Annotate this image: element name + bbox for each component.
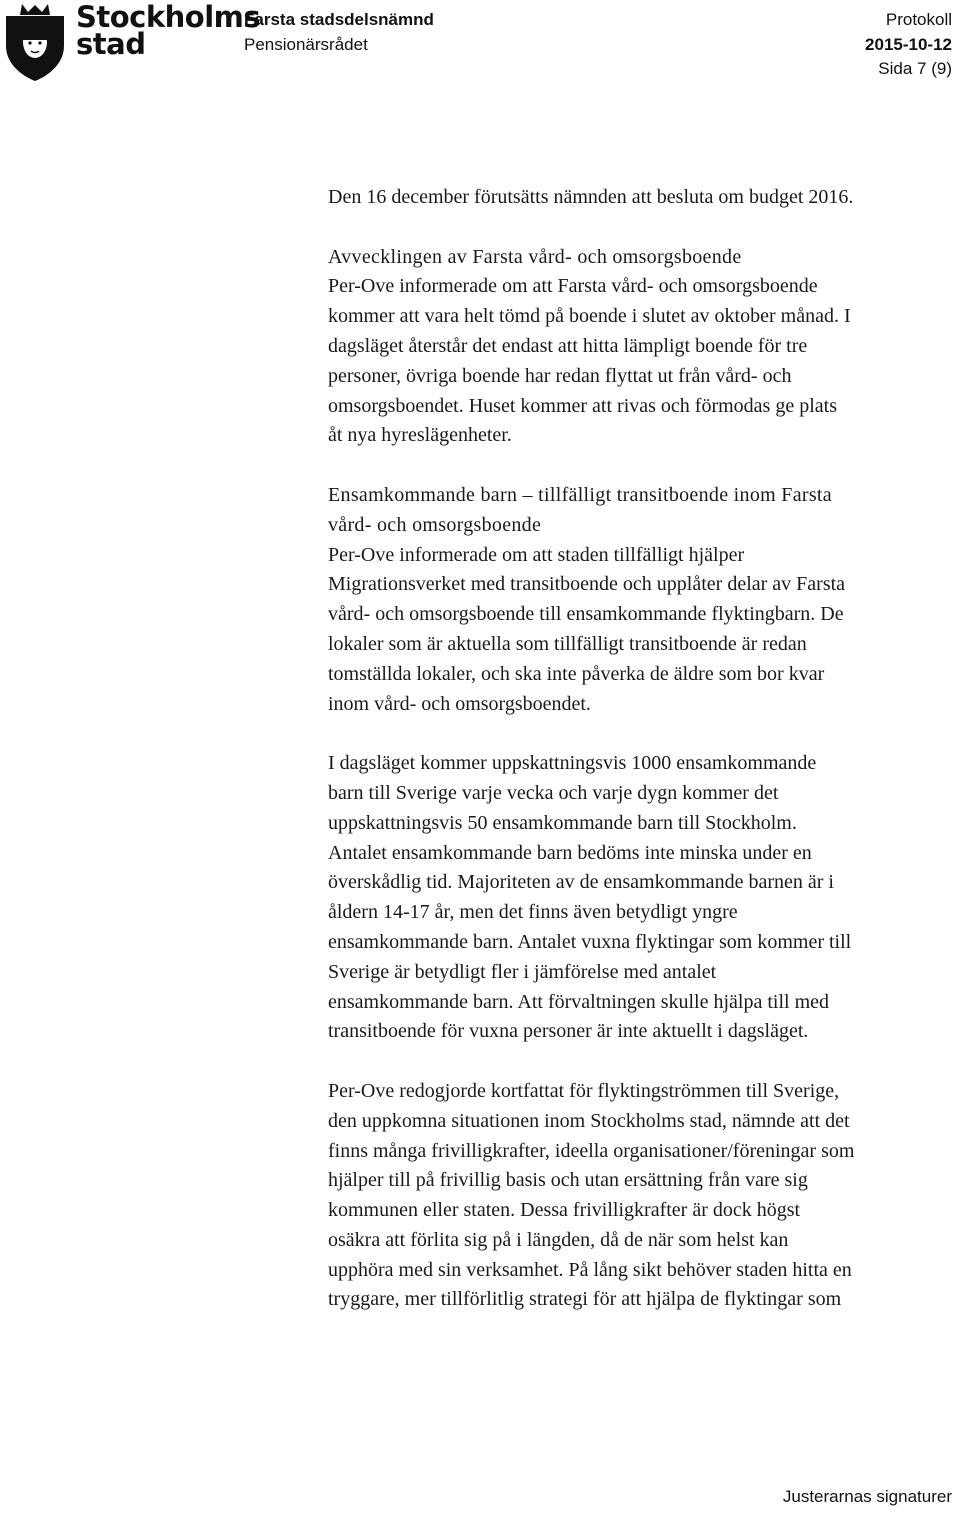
logo-line-1: Stockholms [76, 0, 261, 34]
text-line: tryggare, mer tillförlitlig strategi för att hjälpa de flyktingar som [328, 1288, 842, 1311]
st-erik-crest-icon [2, 2, 68, 82]
text-line: Sverige är betydligt fler i jämförelse med antalet [328, 960, 717, 983]
text-line: lokaler som är aktuella som tillfälligt transitboende är redan [328, 632, 807, 655]
section-heading: Ensamkommande barn – tillfälligt transitboende inom Farsta [328, 483, 832, 506]
logo-wordmark [76, 0, 261, 61]
stockholms-stad-logo [0, 0, 261, 84]
text-line: Antalet ensamkommande barn bedöms inte minska under en [328, 841, 812, 864]
text-line: tomställda lokaler, och ska inte påverka de äldre som bor kvar [328, 662, 825, 685]
text-line: den uppkomna situationen inom Stockholms stad, nämnde att det [328, 1109, 850, 1132]
paragraph-refugee-flow [328, 1077, 960, 1315]
text-line: osäkra att förlita sig på i längden, då de när som helst kan [328, 1228, 789, 1251]
text-line: dagsläget återstår det endast att hitta lämpligt boende för tre [328, 334, 808, 357]
council-name: Pensionärsrådet [244, 35, 368, 54]
section-heading: vård- och omsorgsboende [328, 513, 542, 536]
logo-line-2: stad [76, 27, 146, 61]
text-line: inom vård- och omsorgsboendet. [328, 692, 591, 715]
document-date: 2015-10-12 [865, 35, 952, 54]
page-number: Sida 7 (9) [878, 59, 952, 78]
text-line: Per-Ove informerade om att Farsta vård- och omsorgsboende [328, 275, 818, 298]
text-line: ensamkommande barn. Att förvaltningen skulle hjälpa till med [328, 990, 829, 1013]
organization-name: Farsta stadsdelsnämnd [244, 10, 434, 29]
text-line: kommer att vara helt tömd på boende i slutet av oktober månad. I [328, 305, 851, 328]
document-body [328, 183, 960, 1315]
section-avveckling [328, 243, 960, 452]
text-line: barn till Sverige varje vecka och varje dygn kommer det [328, 781, 779, 804]
text-line: omsorgsboendet. Huset kommer att rivas och förmodas ge plats [328, 394, 837, 417]
text-line: åldern 14-17 år, men det finns även betydligt yngre [328, 901, 738, 924]
document-type: Protokoll [885, 10, 952, 29]
section-heading: Avvecklingen av Farsta vård- och omsorgsboende [328, 245, 742, 268]
text-line: upphöra med sin verksamhet. På lång sikt behöver staden hitta en [328, 1258, 852, 1281]
text-line: överskådlig tid. Majoriteten av de ensamkommande barnen är i [328, 871, 834, 894]
text-line: åt nya hyreslägenheter. [328, 424, 512, 447]
text-line: I dagsläget kommer uppskattningsvis 1000 ensamkommande [328, 752, 817, 775]
paragraph-budget [328, 183, 960, 213]
text-line: hjälper till på frivillig basis och utan ersättning från vare sig [328, 1169, 808, 1192]
text-line: transitboende för vuxna personer är inte aktuellt i dagsläget. [328, 1020, 809, 1043]
text-line: kommunen eller staten. Dessa frivilligkrafter är dock högst [328, 1199, 801, 1222]
text-line: vård- och omsorgsboende till ensamkommande flyktingbarn. De [328, 603, 844, 626]
signatures-label: Justerarnas signaturer [782, 1487, 952, 1506]
text-line: Per-Ove redogjorde kortfattat för flyktingströmmen till Sverige, [328, 1079, 840, 1102]
text-line: uppskattningsvis 50 ensamkommande barn till Stockholm. [328, 811, 797, 834]
text-line: Den 16 december förutsätts nämnden att besluta om budget 2016. [328, 186, 854, 208]
text-line: Per-Ove informerade om att staden tillfälligt hjälper [328, 543, 745, 566]
text-line: ensamkommande barn. Antalet vuxna flyktingar som kommer till [328, 930, 852, 953]
section-ensamkommande [328, 481, 960, 719]
paragraph-statistics [328, 749, 960, 1047]
text-line: finns många frivilligkrafter, ideella organisationer/föreningar som [328, 1139, 855, 1162]
text-line: Migrationsverket med transitboende och upplåter delar av Farsta [328, 573, 846, 596]
text-line: personer, övriga boende har redan flyttat ut från vård- och [328, 364, 792, 387]
